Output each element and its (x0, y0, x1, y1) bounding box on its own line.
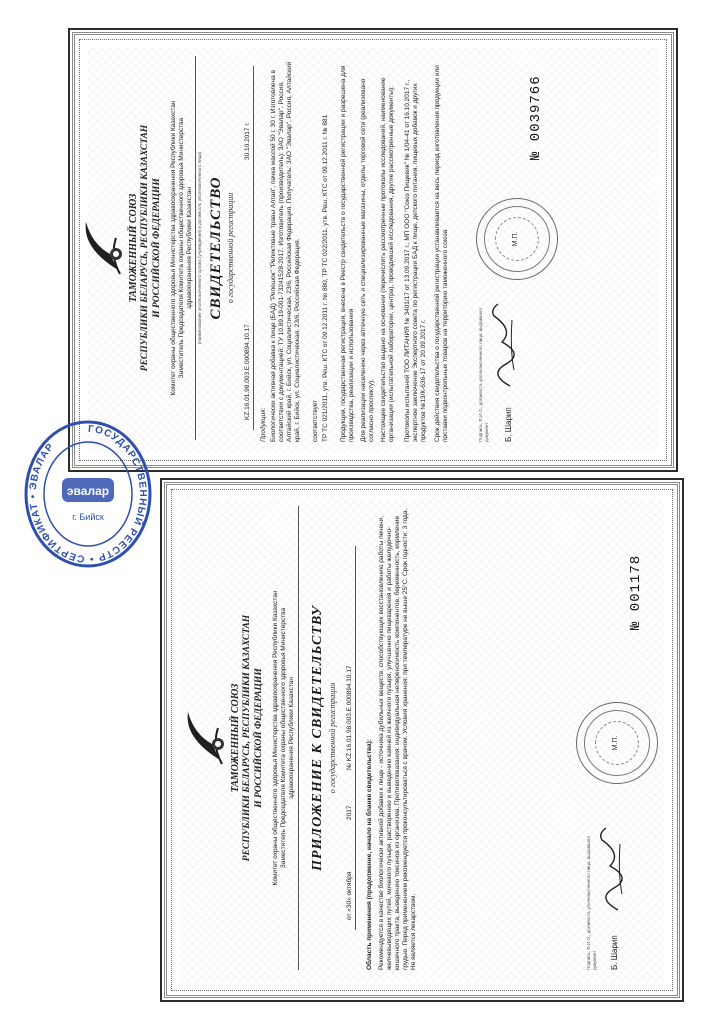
document-title: СВИДЕТЕЛЬСТВО (208, 176, 224, 320)
registration-number: KZ.16.01.98.003.E.000894.10.17 (244, 324, 251, 420)
serial-number: № 0039766 (528, 75, 544, 160)
document-subtitle: о государственной регистрации (226, 192, 235, 304)
signature-icon (484, 300, 520, 390)
appendix-subtitle: о государственной регистрации (328, 682, 337, 794)
issuing-authority-3: здравоохранения Республики Казахстан (186, 187, 193, 309)
stamp-city-text: г. Бийск (72, 512, 104, 522)
products-text: Биологически активная добавка к пище (БАД) "Репешок" "Реликтовые травы Алтая", пачка массой 50 г, 30 г. Изготовлена в соответствии с документацией: ТУ 10.89.19-001-73241528-2017. Изготовитель (производитель): ЗАО "Эвалар", Россия, Алтайский край, г. Бийск, ул. Социалистическая, 23/6, Российская Федерация. Получатель: ЗАО "Эвалар", Россия, Алтайский край, г. Бийск, ул. Социалистическая, 23/6, Российская Федерация. (270, 61, 301, 442)
scope-text: Рекомендуется в качестве биологически активной добавки к пище - источника дубильных веществ, способствующих восстановлению работы печени, желчевыводящих путей, мочевого пузыря, растворению и выведению камней из желчного пузыря, улучшению пищеварения и работы желудочно-кишечного тракта, выведению токсинов из организма. Противопоказания: индивидуальная непереносимость компонентов, беременность, кормление грудью. Перед применением рекомендуется проконсультироваться с врачом. Условия хранения: при температуре не выше 25°С. Срок годности: 3 года. Не является лекарством. (378, 508, 417, 970)
usage-text: Для реализации населению через аптечную сеть и специализированные магазины, отделы торговой сети (реализовано согласно проспекту). (360, 78, 375, 442)
customs-union-emblem-icon (182, 708, 228, 768)
union-members: РЕСПУБЛИКИ БЕЛАРУСЬ, РЕСПУБЛИКИ КАЗАХСТАН (140, 124, 150, 372)
stamp-ring-text: ГОСУДАРСТВЕННЫЙ РЕЕСТР • СЕРТИФИКАТ • ЭВАЛАР (27, 423, 148, 565)
conformity-text: ТР ТС 021/2011, утв. Реш. КТС от 09.12.2011 г. № 880, ТР ТС 022/2011, утв. Реш. КТС от 09.12.2011 г. № 881 (322, 114, 329, 442)
customs-union-emblem-icon (80, 218, 126, 278)
signer-name: Б. Шарип (504, 407, 513, 442)
company-stamp (22, 418, 154, 570)
scope-label: Область применения (продолжение, начало на бланке свидетельства): (366, 739, 373, 970)
registry-text: Продукция, государственная регистрация, внесена в Реестр свидетельств о государственной регистрации и разрешена для производства, реализации и использования (340, 65, 355, 442)
union-title: ТАМОЖЕННЫЙ СОЮЗ (230, 683, 241, 793)
union-members: РЕСПУБЛИКИ БЕЛАРУСЬ, РЕСПУБЛИКИ КАЗАХСТАН (242, 614, 252, 862)
serial-number: № 001178 (628, 554, 644, 630)
issuing-authority: Комитет охраны общественного здоровья Министерства здравоохранения Республики Казахстан (170, 100, 177, 396)
union-members-2: И РОССИЙСКОЙ ФЕДЕРАЦИИ (152, 178, 162, 318)
registration-date: 30.10.2017 г. (244, 122, 251, 160)
signature-icon (592, 824, 628, 914)
signature-caption: Подпись, Ф.И.О., должность уполномоченного лица, выдавшего документ (586, 835, 597, 970)
appendix-title: ПРИЛОЖЕНИЕ К СВИДЕТЕЛЬСТВУ (310, 605, 325, 871)
number-underline (253, 66, 254, 430)
signature-caption: Подпись, Ф.И.О., должность уполномоченного лица, выдавшего документ (478, 307, 489, 442)
authority-underline (298, 506, 299, 970)
certificate-content (84, 46, 674, 450)
validity-text: Срок действия свидетельства о государственной регистрации устанавливается на весь период изготовления продукции или поставки подконтрольных товаров на территорию таможенного союза (434, 65, 449, 442)
stamp-center-text: эвалар (66, 484, 110, 498)
appendix-date: от «30» октября (346, 871, 353, 920)
stamp-mp: М.П. (512, 231, 519, 247)
authority-caption: (наименование уполномоченного органа (учреждения) и должность уполномоченного лица) (197, 151, 202, 345)
issuing-authority: Комитет охраны общественного здоровья Министерства здравоохранения Республики Казахстан (272, 590, 279, 886)
signer-name: Б. Шарип (610, 935, 619, 970)
union-title: ТАМОЖЕННЫЙ СОЮЗ (128, 193, 139, 303)
protocols-detail: Протоколы испытаний ТОО ЛИТАНИЯ № 3401/17 от 13.09.2017 г., МП ООО "Союз Пищевик" № 1/04-41 от 16.10.2017 г., экспертное заключение Экспертного совета по регистрации БАД к пище, детского питания, пищевых добавок и других продуктов №13/К-636-17 от 20.09.2017 г. (404, 79, 427, 442)
products-label: Продукция: (260, 407, 267, 442)
conformity-label: соответствует (312, 399, 319, 442)
appendix-content (178, 496, 662, 980)
issuing-authority-2: Заместитель Председателя Комитета охраны общественного здоровья Министерства (280, 607, 287, 869)
protocols-text: Настоящее свидетельство выдано на основании (перечислить рассмотренные протоколы исследований, наименование организации (испытательной лаборатории, центра), проводившей исследования, другие рассмотренные документы): (380, 77, 395, 442)
number-underline (355, 546, 356, 930)
authority-underline (195, 56, 196, 440)
issuing-authority-2: Заместитель Председателя Комитета охраны общественного здоровья Министерства (178, 117, 185, 379)
union-members-2: И РОССИЙСКОЙ ФЕДЕРАЦИИ (254, 668, 264, 808)
appendix-year: 2017 (346, 805, 353, 820)
issuing-authority-3: здравоохранения Республики Казахстан (288, 677, 295, 799)
official-stamp (476, 198, 558, 280)
stamp-mp: М.П. (612, 735, 619, 751)
appendix-number: № KZ.16.01.98.003.E.000894.10.17 (346, 665, 353, 770)
official-stamp (576, 702, 658, 784)
